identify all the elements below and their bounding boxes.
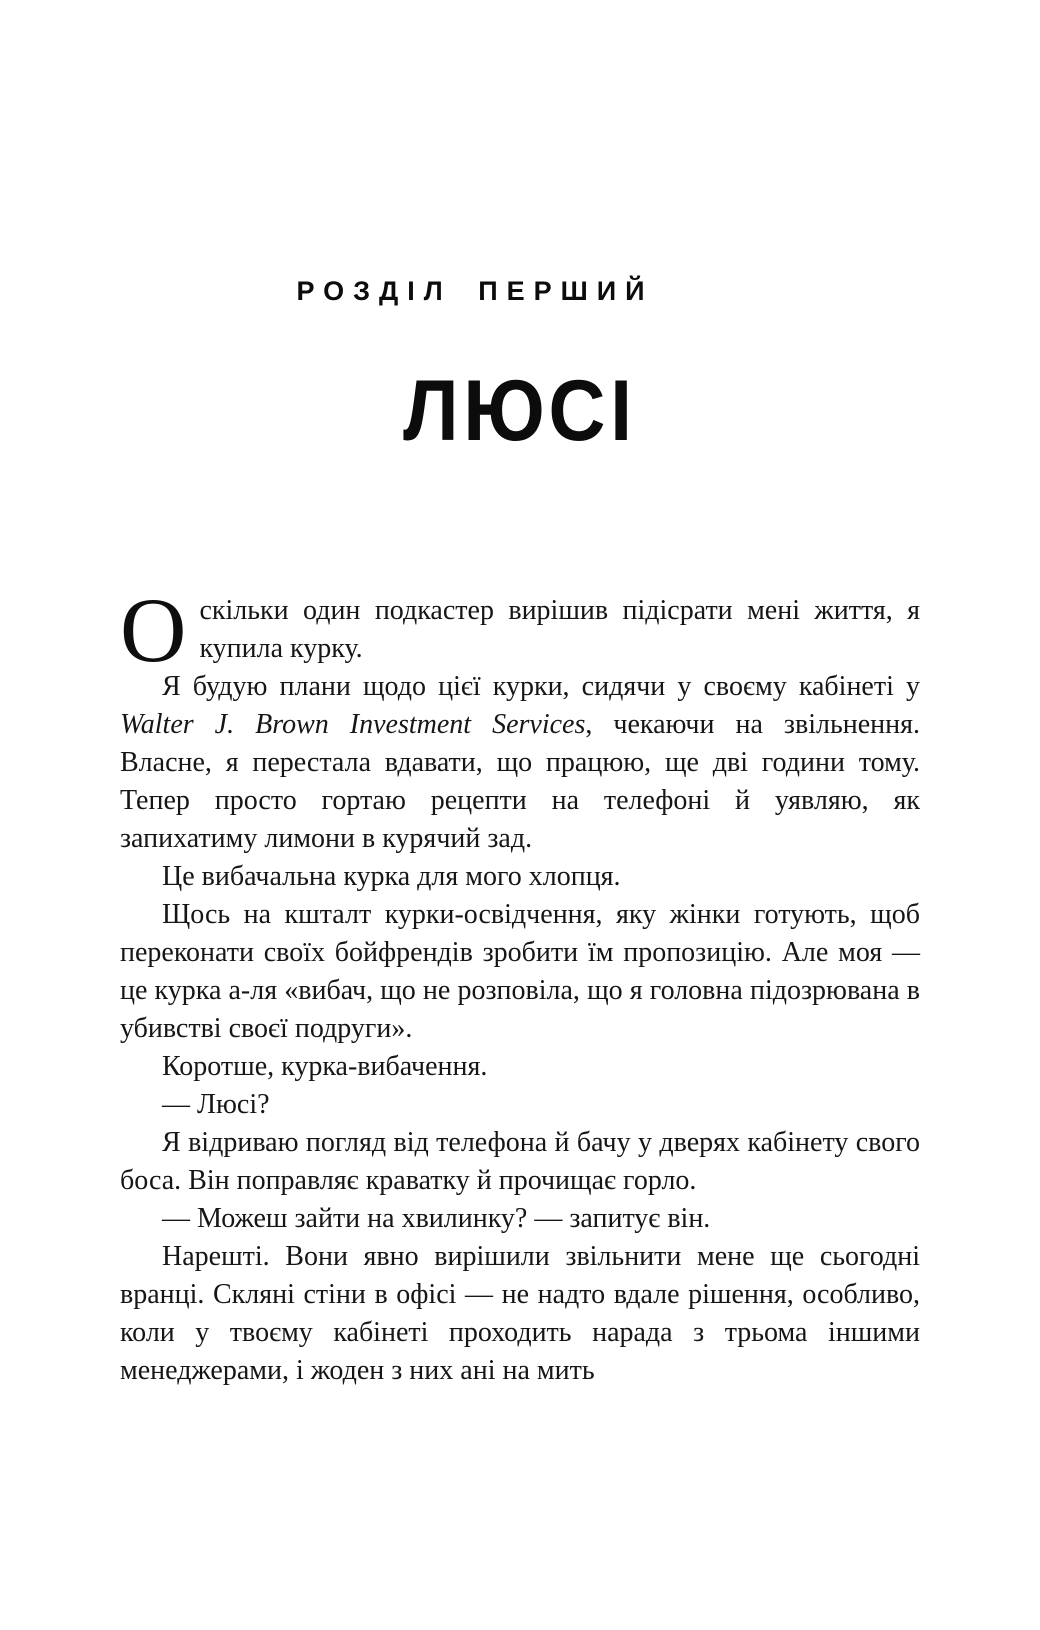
paragraph-8-dialogue: — Можеш зайти на хвилинку? — запитує він. [162,1203,711,1234]
body-text [120,579,920,1390]
paragraph-1-text: скільки один подкастер вирішив підісрати мені життя, я купила курку. [199,595,920,664]
company-name: Walter J. Brown Investment Services [120,709,586,740]
paragraph-3: Це вибачальна курка для мого хлопця. [162,861,621,892]
paragraph-5: Коротше, курка-вибачення. [162,1051,488,1082]
paragraph-2-text-before: Я будую плани щодо цієї курки, сидячи у своєму кабінеті у [162,671,920,702]
paragraph-2-text-after: , чекаючи на звільнення. Власне, я перестала вдавати, що працюю, ще дві години тому. Тепер просто гортаю рецепти на телефоні й уявляю, як запихатиму лимони в курячий зад. [120,709,920,854]
chapter-title [0,363,1040,459]
chapter-label: РОЗДІЛ ПЕРШИЙ [296,276,654,306]
paragraph-7: Я відриваю погляд від телефона й бачу у дверях кабінету свого боса. Він поправляє краватку й прочищає горло. [120,1127,920,1196]
paragraph-6-dialogue: — Люсі? [162,1089,270,1120]
chapter-title-text: ЛЮСІ [403,363,637,459]
paragraph-2 [120,668,920,858]
paragraph-9: Нарешті. Вони явно вирішили звільнити мене ще сьогодні вранці. Скляні стіни в офісі — не надто вдале рішення, особливо, коли у твоєму кабінеті проходить нарада з трьома іншими менеджерами, і жоден з них ані на мить [120,1241,920,1386]
paragraph-1 [120,579,920,681]
paragraph-4: Щось на кшталт курки-освідчення, яку жінки готують, щоб переконати своїх бойфрендів зробити їм пропозицію. Але моя — це курка а-ля «вибач, що не розповіла, що я головна підозрювана в убивстві своєї подруги». [120,899,920,1044]
dropcap: О [120,579,187,681]
